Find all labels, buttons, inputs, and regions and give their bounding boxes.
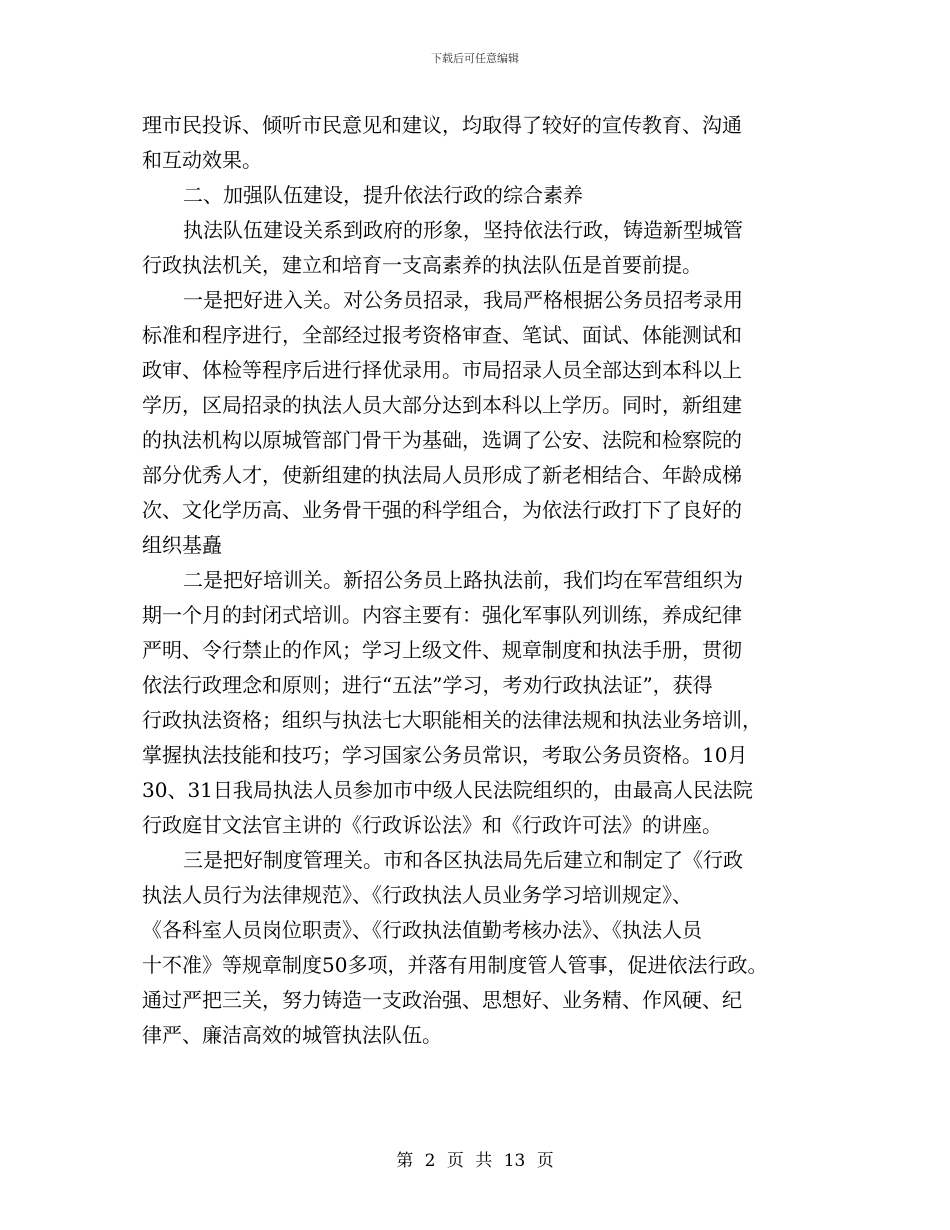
text-line: 政审、体检等程序后进行择优录用。市局招录人员全部达到本科以上 [142, 358, 742, 382]
text-line: 掌握执法技能和技巧；学习国家公务员常识，考取公务员资格。10月 [142, 743, 748, 767]
text-line: 通过严把三关，努力铸造一支政治强、思想好、业务精、作风硬、纪 [142, 988, 742, 1012]
text-line: 次、文化学历高、业务骨干强的科学组合，为依法行政打下了良好的 [142, 498, 742, 522]
paragraph-start-line: 二是把好培训关。新招公务员上路执法前，我们均在军营组织为 [183, 568, 743, 592]
text-line: 的执法机构以原城管部门骨干为基础，选调了公安、法院和检察院的 [142, 428, 742, 452]
paragraph-start-line: 执法队伍建设关系到政府的形象，坚持依法行政，铸造新型城管 [183, 218, 743, 242]
text-line: 《各科室人员岗位职责》、《行政执法值勤考核办法》、《执法人员 [142, 918, 702, 942]
text-line: 30、31日我局执法人员参加市中级人民法院组织的，由最高人民法院 [142, 778, 753, 802]
text-line: 依法行政理念和原则；进行“五法”学习，考劝行政执法证”，获得 [142, 673, 713, 697]
text-line: 组织基矗 [142, 533, 222, 557]
text-line: 执法人员行为法律规范》、《行政执法人员业务学习培训规定》、 [142, 883, 692, 907]
text-line: 严明、令行禁止的作风；学习上级文件、规章制度和执法手册，贯彻 [142, 638, 742, 662]
text-line: 理市民投诉、倾听市民意见和建议，均取得了较好的宣传教育、沟通 [142, 113, 742, 137]
paragraph-start-line: 三是把好制度管理关。市和各区执法局先后建立和制定了《行政 [183, 848, 743, 872]
text-line: 行政庭甘文法官主讲的《行政诉讼法》和《行政许可法》的讲座。 [142, 813, 722, 837]
text-line: 和互动效果。 [142, 148, 262, 172]
text-line: 学历，区局招录的执法人员大部分达到本科以上学历。同时，新组建 [142, 393, 742, 417]
paragraph-start-line: 一是把好进入关。对公务员招录，我局严格根据公务员招考录用 [183, 288, 743, 312]
page-header: 下载后可任意编辑 [431, 52, 519, 65]
section-heading: 二、加强队伍建设，提升依法行政的综合素养 [183, 183, 583, 207]
text-line: 部分优秀人才，使新组建的执法局人员形成了新老相结合、年龄成梯 [142, 463, 742, 487]
text-line: 律严、廉洁高效的城管执法队伍。 [142, 1023, 442, 1047]
text-line: 十不准》等规章制度50多项，并落有用制度管人管事，促进依法行政。 [142, 953, 768, 977]
document-body [142, 108, 822, 1053]
text-line: 行政执法机关，建立和培育一支高素养的执法队伍是首要前提。 [142, 253, 702, 277]
text-line: 期一个月的封闭式培训。内容主要有：强化军事队列训练，养成纪律 [142, 603, 742, 627]
page-number-footer: 第 2 页 共 13 页 [396, 1151, 554, 1171]
text-line: 行政执法资格；组织与执法七大职能相关的法律法规和执法业务培训， [142, 708, 762, 732]
text-line: 标准和程序进行，全部经过报考资格审查、笔试、面试、体能测试和 [142, 323, 742, 347]
